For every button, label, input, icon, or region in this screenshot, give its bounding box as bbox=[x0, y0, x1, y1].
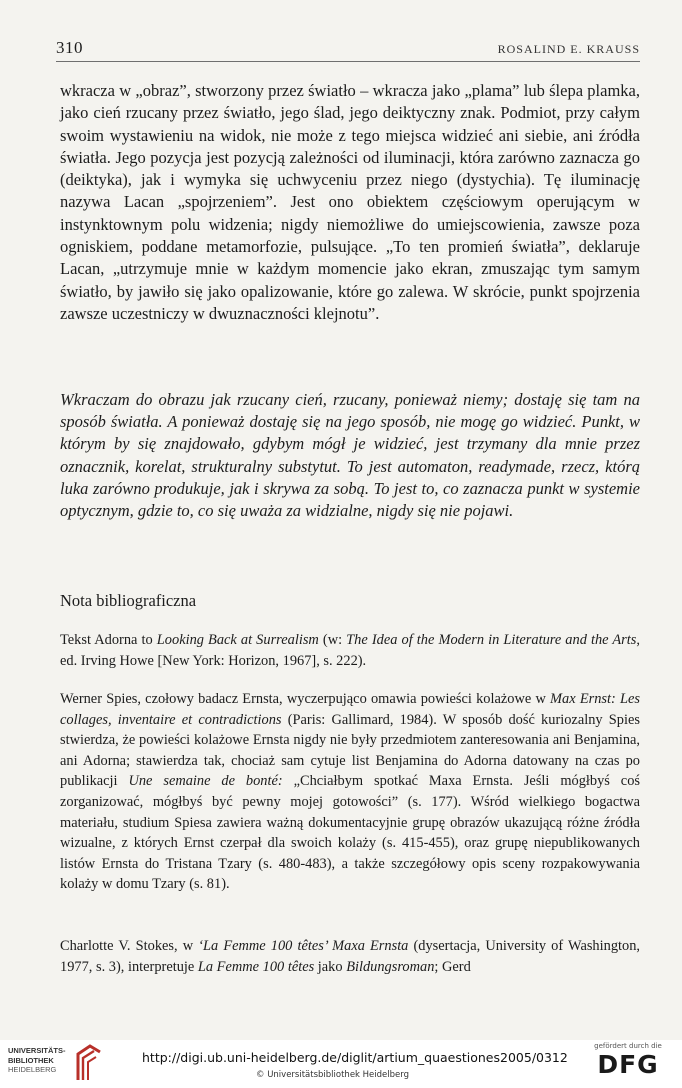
dfg-funding-logo[interactable] bbox=[588, 1042, 668, 1084]
university-library-name bbox=[8, 1046, 66, 1075]
header-rule bbox=[56, 61, 640, 62]
ref-text: (Paris: Gallimard, 1984). W sposób dość kuriozalny Spies stwierdza, że powieści kolażowe Ernsta nigdy nie były przedmiotem zanteresowania ani Benjamina, ani Adorna; stawierdza tak, chociaż sam cytuje list Benjamina do Adorna datowany na czas po publikacji bbox=[60, 711, 640, 790]
dfg-logo: DFG bbox=[597, 1050, 659, 1079]
ref-title: Une semaine de bonté: bbox=[128, 773, 283, 790]
logo-line: HEIDELBERG bbox=[8, 1065, 57, 1074]
ref-text: ; Gerd bbox=[434, 958, 471, 975]
lacan-quote: Wkraczam do obrazu jak rzucany cień, rzucany, ponieważ niemy; dostaję się tam na sposób światła. A ponieważ dostaję się na jego sposób, nie mogę go widzieć. Punkt, w którym by się znajdowało, gdybym mógł je widzieć, jest trzymany dla mnie przez oznacznik, korelat, strukturalny substytut. To jest automaton, readymade, rzecz, którą luka zarówno produkuje, jak i skrywa za sobą. To jest to, co zaznacza punkt w systemie optycznym, gdzie to, co się uważa za widzialne, nigdy się nie pojawi. bbox=[60, 390, 640, 521]
ref-text: Tekst Adorna to bbox=[60, 632, 157, 648]
running-head: ROSALIND E. KRAUSS bbox=[497, 42, 640, 56]
library-emblem-icon bbox=[74, 1044, 104, 1082]
digitization-footer bbox=[0, 1040, 682, 1088]
ref-text: Werner Spies, czołowy badacz Ernsta, wyczerpująco omawia powieści kolażowe w bbox=[60, 691, 551, 707]
ref-title: Bildungsroman bbox=[346, 958, 435, 975]
ref-title: Max Ernst: Les collages, inventaire et contradictions bbox=[60, 691, 641, 728]
ref-text: jako bbox=[314, 958, 347, 975]
ref-title: ‘La Femme 100 têtes’ Maxa Ernsta bbox=[198, 938, 409, 954]
dfg-label: gefördert durch die bbox=[594, 1042, 662, 1050]
copyright-notice: © Universitätsbibliothek Heidelberg bbox=[256, 1070, 410, 1080]
ref-title: La Femme 100 têtes bbox=[197, 958, 315, 975]
logo-line: UNIVERSITÄTS- bbox=[8, 1046, 66, 1055]
bibliography-entry-stokes bbox=[60, 936, 640, 977]
permalink-url[interactable]: http://digi.ub.uni-heidelberg.de/diglit/artium_quaestiones2005/0312 bbox=[142, 1050, 568, 1065]
ref-text: , ed. Irving Howe [New York: Horizon, 1967], s. 222). bbox=[60, 632, 640, 669]
ref-text: Charlotte V. Stokes, w bbox=[60, 938, 199, 954]
university-library-logo[interactable] bbox=[8, 1044, 128, 1084]
ref-text: (dysertacja, University of Washington, 1977, s. 3), interpretuje bbox=[60, 938, 640, 975]
page-number: 310 bbox=[56, 38, 83, 57]
bibliography-entry-spies bbox=[60, 689, 640, 895]
logo-line: BIBLIOTHEK bbox=[8, 1055, 54, 1065]
ref-title: Looking Back at Surrealism bbox=[156, 632, 319, 648]
page-header bbox=[56, 38, 640, 62]
ref-title: The Idea of the Modern in Literature and the Arts bbox=[346, 632, 637, 648]
bibliography-entry-adorno bbox=[60, 630, 640, 671]
ref-text: „Chciałbym spotkać Maxa Ernsta. Jeśli mógłbyś coś zorganizować, mógłbyś być pewny mojej gotowości” (s. 177). Wśród wielkiego bogactwa materiału, studium Spiesa zawiera ważną dokumentacyjnie grupę obrazów ukazującą różne źródła wizualne, z których Ernst czerpał dla swoich kolaży (s. 415-455), oraz grupę niepublikowanych listów Ernsta do Tristana Tzary (s. 480-483), a także szczegółowy opis sceny rozpakowywania kolaży w domu Tzary (s. 81). bbox=[60, 773, 640, 893]
ref-text: (w: bbox=[318, 632, 347, 648]
bibliography-heading: Nota bibliograficzna bbox=[60, 591, 197, 610]
body-paragraph: wkracza w „obraz”, stworzony przez światło – wkracza jako „plama” lub ślepa plamka, jako cień rzucany przez światło, jego ślad, jego deiktyczny znak. Podmiot, przy całym swoim wystawieniu na widok, nie może z tego miejsca widzieć ani siebie, ani źródła światła. Jego pozycja jest pozycją zależności od iluminacji, która zarówno zaznacza go (deiktyka), jak i wymyka się uchwyceniu przez niego (dystychia). Tę iluminację nazywa Lacan „spojrzeniem”. Jest ono obiektem częściowym operującym w instynktownym polu widzenia; nigdy niemożliwe do umiejscowienia, zawsze poza ogniskiem, poddane metamorfozie, pulsujące. „To ten promień światła”, deklaruje Lacan, „utrzymuje mnie w każdym momencie jako ekran, zmuszając tym samym światło, by jawiło się jako opalizowanie, które go zalewa. W skrócie, punkt spojrzenia zawsze uczestniczy w dwuznaczności klejnotu”. bbox=[60, 81, 640, 323]
